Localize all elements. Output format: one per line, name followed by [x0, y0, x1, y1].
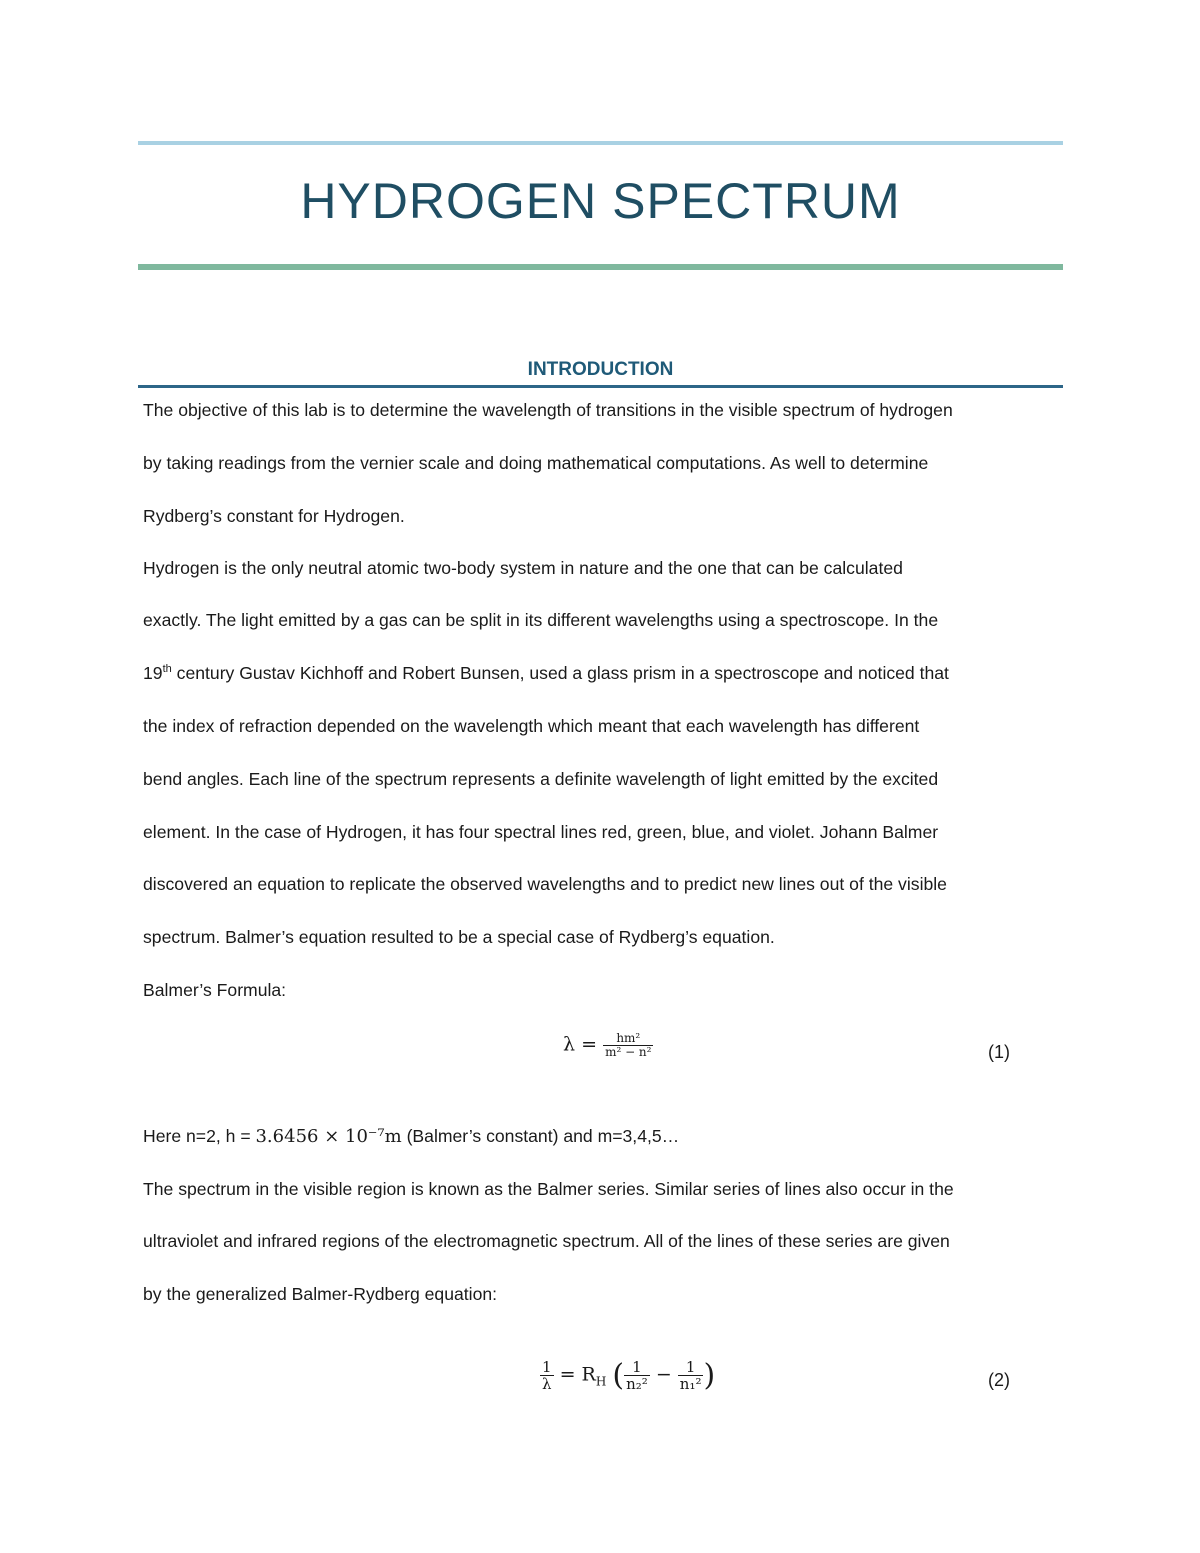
numerator: hm²: [603, 1032, 653, 1046]
paragraph-line: Hydrogen is the only neutral atomic two-body system in nature and the one that can be calculated: [143, 558, 903, 578]
subscript: H: [595, 1374, 607, 1389]
paragraph-line: [143, 1126, 679, 1147]
paragraph-line: The spectrum in the visible region is known as the Balmer series. Similar series of lines also occur in the: [143, 1179, 954, 1199]
fraction: [624, 1359, 650, 1393]
numerator: 1: [624, 1359, 650, 1377]
fraction: [603, 1032, 653, 1059]
formula-label: Balmer’s Formula:: [143, 980, 287, 1000]
equation-2: [540, 1358, 715, 1393]
line-text: (Balmer’s constant) and m=3,4,5…: [401, 1126, 680, 1146]
paragraph-line: element. In the case of Hydrogen, it has four spectral lines red, green, blue, and violet. Johann Balmer: [143, 822, 939, 842]
section-heading-rule: [138, 385, 1063, 388]
paragraph-line: Rydberg’s constant for Hydrogen.: [143, 506, 405, 526]
document-title: HYDROGEN SPECTRUM: [300, 173, 901, 229]
denominator: n₂²: [626, 1375, 648, 1393]
paragraph-line: by the generalized Balmer-Rydberg equation:: [143, 1284, 498, 1304]
numerator: 1: [542, 1357, 552, 1376]
line-text: century Gustav Kichhoff and Robert Bunsen, used a glass prism in a spectroscope and noticed that: [171, 663, 949, 683]
fraction: [540, 1359, 554, 1393]
denominator: n₁²: [679, 1375, 702, 1393]
denominator: m² − n²: [605, 1045, 652, 1060]
paragraph-line: spectrum. Balmer’s equation resulted to be a special case of Rydberg’s equation.: [143, 927, 775, 947]
left-paren: (: [612, 1358, 625, 1393]
title-top-rule: [138, 141, 1063, 145]
equation-number: (1): [988, 1042, 1010, 1062]
paragraph-line: the index of refraction depended on the wavelength which meant that each wavelength has different: [143, 716, 920, 736]
ordinal-suffix: th: [162, 663, 172, 676]
paragraph-line: The objective of this lab is to determine the wavelength of transitions in the visible spectrum of hydrogen: [143, 400, 953, 420]
right-paren: ): [703, 1358, 716, 1393]
paragraph-line: by taking readings from the vernier scale and doing mathematical computations. As well to determine: [143, 453, 929, 473]
paragraph-line: ultraviolet and infrared regions of the electromagnetic spectrum. All of the lines of these series are given: [143, 1231, 950, 1251]
minus-sign: −: [655, 1363, 672, 1386]
equals-sign: = R: [559, 1363, 596, 1386]
numerator: 1: [678, 1359, 704, 1377]
paragraph-line: bend angles. Each line of the spectrum represents a definite wavelength of light emitted by the excited: [143, 769, 939, 789]
denominator: λ: [542, 1375, 552, 1393]
paragraph-line: exactly. The light emitted by a gas can be split in its different wavelengths using a spectroscope. In the: [143, 610, 939, 630]
inline-math: 3.6456 × 10⁻⁷m: [255, 1126, 402, 1147]
equation-number: (2): [988, 1370, 1010, 1390]
paragraph-line: discovered an equation to replicate the observed wavelengths and to predict new lines out of the visible: [143, 874, 947, 894]
paragraph-line: [143, 663, 949, 684]
line-text: Here n=2, h =: [143, 1126, 256, 1146]
section-heading: INTRODUCTION: [527, 359, 674, 380]
equation-1: [563, 1032, 653, 1059]
title-bottom-rule: [138, 264, 1063, 270]
equation-lhs: λ =: [563, 1033, 598, 1056]
fraction: [678, 1359, 704, 1393]
century-number: 19: [143, 663, 163, 683]
